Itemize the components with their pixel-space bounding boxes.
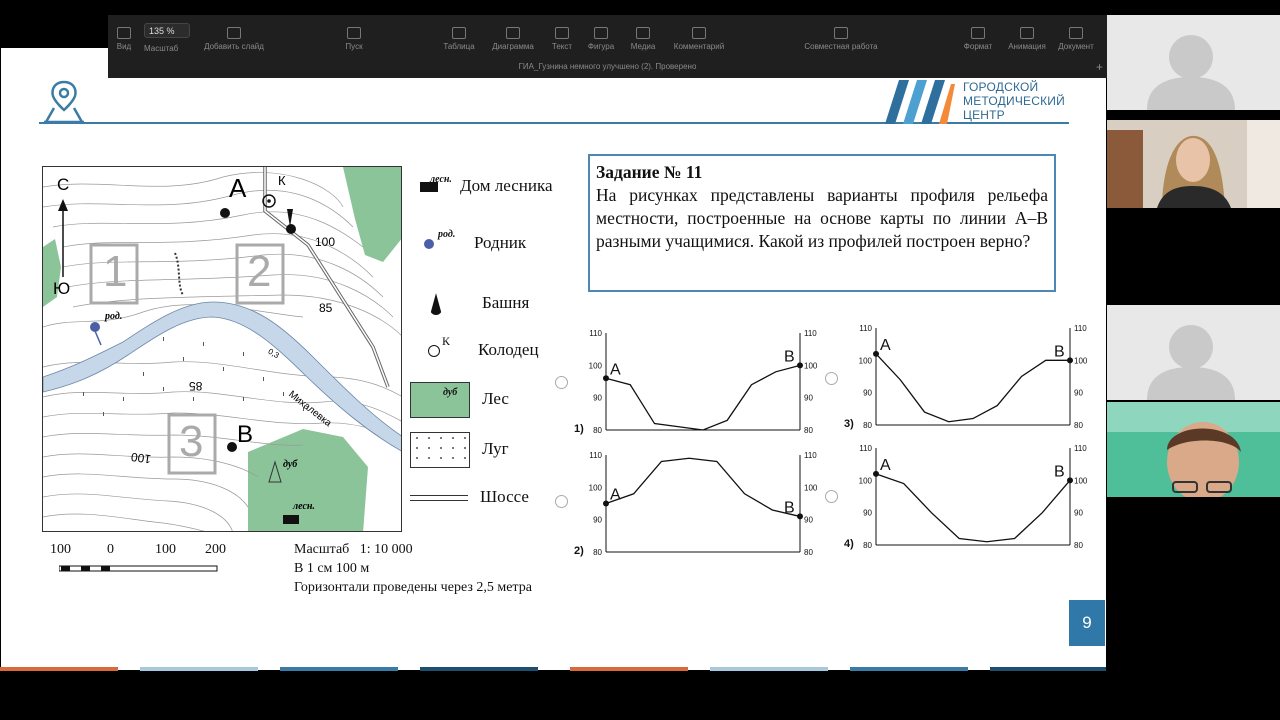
document-icon	[1069, 27, 1083, 39]
scale-tick-0: 0	[107, 542, 114, 557]
scale-tick-200: 200	[205, 542, 226, 557]
profile-tick-left: 90	[863, 508, 872, 518]
format-button[interactable]: Формат	[948, 23, 1008, 51]
page-number-badge: 9	[1069, 600, 1105, 646]
add-slide-button[interactable]: Добавить слайд	[204, 23, 264, 51]
forest-map-label: дуб	[283, 459, 298, 470]
profile-tick-left: 110	[589, 329, 602, 338]
media-button[interactable]: Медиа	[613, 23, 673, 51]
video-tile-teacher[interactable]	[1107, 120, 1280, 208]
contour-label-100-left: 100	[130, 449, 152, 467]
square-3-label: 3	[179, 417, 204, 466]
profile-tick-left: 90	[593, 515, 602, 525]
point-a-marker	[220, 208, 230, 218]
profile-tick-right: 100	[1074, 476, 1088, 486]
task-text: На рисунках представлены варианты профиля рельефа местности, построенные на основе карты по линии А–В разными учащимися. Какой из профилей построен верно?	[596, 185, 1048, 251]
scale-tick-100-left: 100	[50, 542, 71, 557]
comment-icon	[692, 27, 706, 39]
profile-tick-right: 80	[804, 426, 813, 435]
play-icon	[347, 27, 361, 39]
media-icon	[636, 27, 650, 39]
profile-tick-left: 110	[859, 444, 872, 453]
text-icon	[555, 27, 569, 39]
profile-tick-left: 90	[863, 388, 872, 398]
legend-tower: Башня	[410, 293, 529, 315]
profile-tick-right: 100	[1074, 356, 1088, 366]
profile-tick-left: 110	[589, 451, 602, 460]
table-button[interactable]: Таблица	[429, 23, 489, 51]
profile-label-b: В	[1054, 463, 1065, 481]
scale-cm: В 1 см 100 м	[294, 561, 370, 576]
zoom-label: Масштаб	[144, 44, 179, 53]
forest-area-south	[248, 429, 368, 532]
answer-radio-2[interactable]	[555, 495, 568, 508]
profile-tick-left: 80	[863, 541, 872, 550]
chart-button[interactable]: Диаграмма	[483, 23, 543, 51]
square-2-label: 2	[247, 247, 272, 296]
profile-tick-right: 110	[804, 329, 817, 338]
profile-label-b: В	[784, 499, 795, 517]
spring-legend-icon	[424, 239, 434, 249]
animation-icon	[1020, 27, 1034, 39]
profile-tick-left: 100	[858, 356, 872, 366]
bottom-strip-6	[710, 667, 828, 671]
location-pin-icon	[40, 78, 88, 124]
profile-tick-right: 110	[1074, 444, 1087, 453]
bottom-strip-8	[990, 667, 1106, 671]
legend-well: Колодец К	[410, 340, 539, 360]
bottom-strip-1	[0, 667, 118, 671]
bottom-strip-2	[140, 667, 258, 671]
profile-option-label: 2)	[574, 545, 584, 557]
profile-tick-right: 90	[804, 393, 813, 403]
profile-tick-right: 80	[1074, 541, 1083, 550]
map-drawing	[43, 167, 402, 532]
profile-point-a	[603, 501, 609, 507]
profile-tick-right: 100	[804, 361, 818, 371]
video-tile-2[interactable]	[1107, 305, 1280, 400]
topographic-map	[42, 166, 402, 532]
gmc-logo-icon	[885, 80, 955, 124]
avatar-placeholder-icon	[1107, 15, 1280, 110]
profile-line	[876, 354, 1070, 422]
participant-video-woman	[1107, 120, 1280, 208]
house-map-label: лесн.	[293, 501, 315, 512]
avatar-placeholder-icon-2	[1107, 305, 1280, 400]
bottom-strip-5	[570, 667, 688, 671]
task-box	[588, 154, 1056, 292]
legend-spring: Родник род.	[410, 233, 526, 253]
profile-tick-right: 80	[1074, 421, 1083, 430]
forest-legend-icon: дуб	[410, 382, 470, 418]
scale-tick-100: 100	[155, 542, 176, 557]
profile-tick-left: 110	[859, 324, 872, 333]
profile-point-a	[873, 471, 879, 477]
profile-chart-2	[568, 447, 830, 562]
profile-label-a: А	[610, 361, 621, 379]
profile-tick-left: 90	[593, 393, 602, 403]
profile-line	[606, 365, 800, 430]
document-title: ГИА_Гузнина немного улучшено (2). Проверено	[518, 62, 697, 71]
profile-tick-right: 110	[1074, 324, 1087, 333]
spring-map-label: род.	[105, 311, 123, 322]
square-1-label: 1	[103, 247, 128, 296]
profile-tick-right: 90	[804, 515, 813, 525]
legend-forest: дуб Лес	[410, 382, 509, 418]
profile-option-label: 4)	[844, 538, 854, 550]
profile-point-a	[873, 351, 879, 357]
legend-meadow: Луг	[410, 432, 509, 468]
scale-ratio: Масштаб 1: 10 000	[294, 542, 413, 557]
profile-point-b	[797, 362, 803, 368]
animation-button[interactable]: Анимация	[997, 23, 1057, 51]
forester-house-icon	[283, 515, 299, 524]
river-name-label: Михалевка	[286, 389, 334, 430]
shape-icon	[594, 27, 608, 39]
profile-label-b: В	[784, 348, 795, 366]
scale-contour-interval: Горизонтали проведены через 2,5 метра	[294, 580, 532, 595]
add-slide-icon	[227, 27, 241, 39]
profile-tick-right: 110	[804, 451, 817, 460]
text-button[interactable]: Текст	[532, 23, 592, 51]
profile-tick-left: 80	[593, 426, 602, 435]
profile-tick-right: 80	[804, 548, 813, 557]
comment-button[interactable]: Комментарий	[669, 23, 729, 51]
south-label: Ю	[53, 279, 71, 298]
profile-tick-left: 80	[593, 548, 602, 557]
forest-area-northeast	[343, 167, 402, 262]
bottom-strip-3	[280, 667, 398, 671]
scale-bar	[59, 563, 219, 575]
spring-icon	[90, 322, 100, 332]
well-legend-icon	[428, 345, 440, 357]
profile-tick-right: 90	[1074, 388, 1083, 398]
profile-chart-4	[838, 440, 1100, 555]
meadow-legend-icon	[410, 432, 470, 468]
bottom-strip-4	[420, 667, 538, 671]
river-speed-label: 0,3	[266, 346, 281, 361]
ravine-mark	[175, 253, 183, 295]
point-b-marker	[227, 442, 237, 452]
profile-chart-3	[838, 320, 1100, 435]
contour-label-85-right: 85	[319, 301, 333, 315]
table-icon	[452, 27, 466, 39]
play-button[interactable]: Пуск	[324, 23, 384, 51]
profile-tick-left: 100	[588, 361, 602, 371]
video-tile-man[interactable]	[1107, 402, 1280, 497]
north-label: С	[57, 175, 70, 194]
video-tile-1[interactable]	[1107, 15, 1280, 110]
plus-icon[interactable]: +	[1095, 60, 1103, 74]
answer-radio-1[interactable]	[555, 376, 568, 389]
profile-tick-right: 90	[1074, 508, 1083, 518]
view-button[interactable]: Вид	[94, 23, 154, 51]
contour-label-100-top: 100	[315, 235, 336, 249]
tower-legend-icon	[430, 293, 442, 315]
profile-line	[876, 474, 1070, 542]
zoom-select[interactable]: 135 %	[144, 23, 190, 38]
profile-chart-1	[568, 325, 830, 440]
collaborate-button[interactable]: Совместная работа	[796, 23, 886, 51]
profile-label-a: А	[880, 456, 891, 474]
profile-label-a: А	[610, 486, 621, 504]
legend-highway: Шоссе	[410, 487, 529, 507]
collaborate-icon	[834, 27, 848, 39]
profile-point-b	[1067, 477, 1073, 483]
profile-label-b: В	[1054, 343, 1065, 361]
contour-label-85-mid: 85	[189, 379, 203, 393]
shape-button[interactable]: Фигура	[571, 23, 631, 51]
format-icon	[971, 27, 985, 39]
profile-point-a	[603, 375, 609, 381]
gmc-logo-text: ГОРОДСКОЙ МЕТОДИЧЕСКИЙ ЦЕНТР	[963, 80, 1065, 122]
profile-point-b	[1067, 357, 1073, 363]
task-title: Задание № 11	[596, 162, 703, 182]
profile-label-a: А	[880, 336, 891, 354]
profile-tick-left: 100	[588, 483, 602, 493]
profile-line	[606, 458, 800, 516]
highway-legend-icon	[410, 495, 468, 501]
profile-point-b	[797, 513, 803, 519]
view-icon	[117, 27, 131, 39]
profile-tick-left: 80	[863, 421, 872, 430]
profile-option-label: 1)	[574, 423, 584, 435]
slide-top-left	[1, 48, 108, 78]
profile-tick-right: 100	[804, 483, 818, 493]
point-a-label: А	[229, 173, 247, 203]
bottom-strip-7	[850, 667, 968, 671]
profile-tick-left: 100	[858, 476, 872, 486]
participant-video-man	[1107, 402, 1280, 497]
legend-house: Дом лесника лесн.	[410, 176, 553, 196]
chart-icon	[506, 27, 520, 39]
well-map-label: К	[278, 173, 286, 188]
profile-option-label: 3)	[844, 418, 854, 430]
presentation-toolbar	[108, 15, 1107, 78]
document-button[interactable]: Документ	[1046, 23, 1106, 51]
point-b-label: В	[237, 421, 254, 448]
